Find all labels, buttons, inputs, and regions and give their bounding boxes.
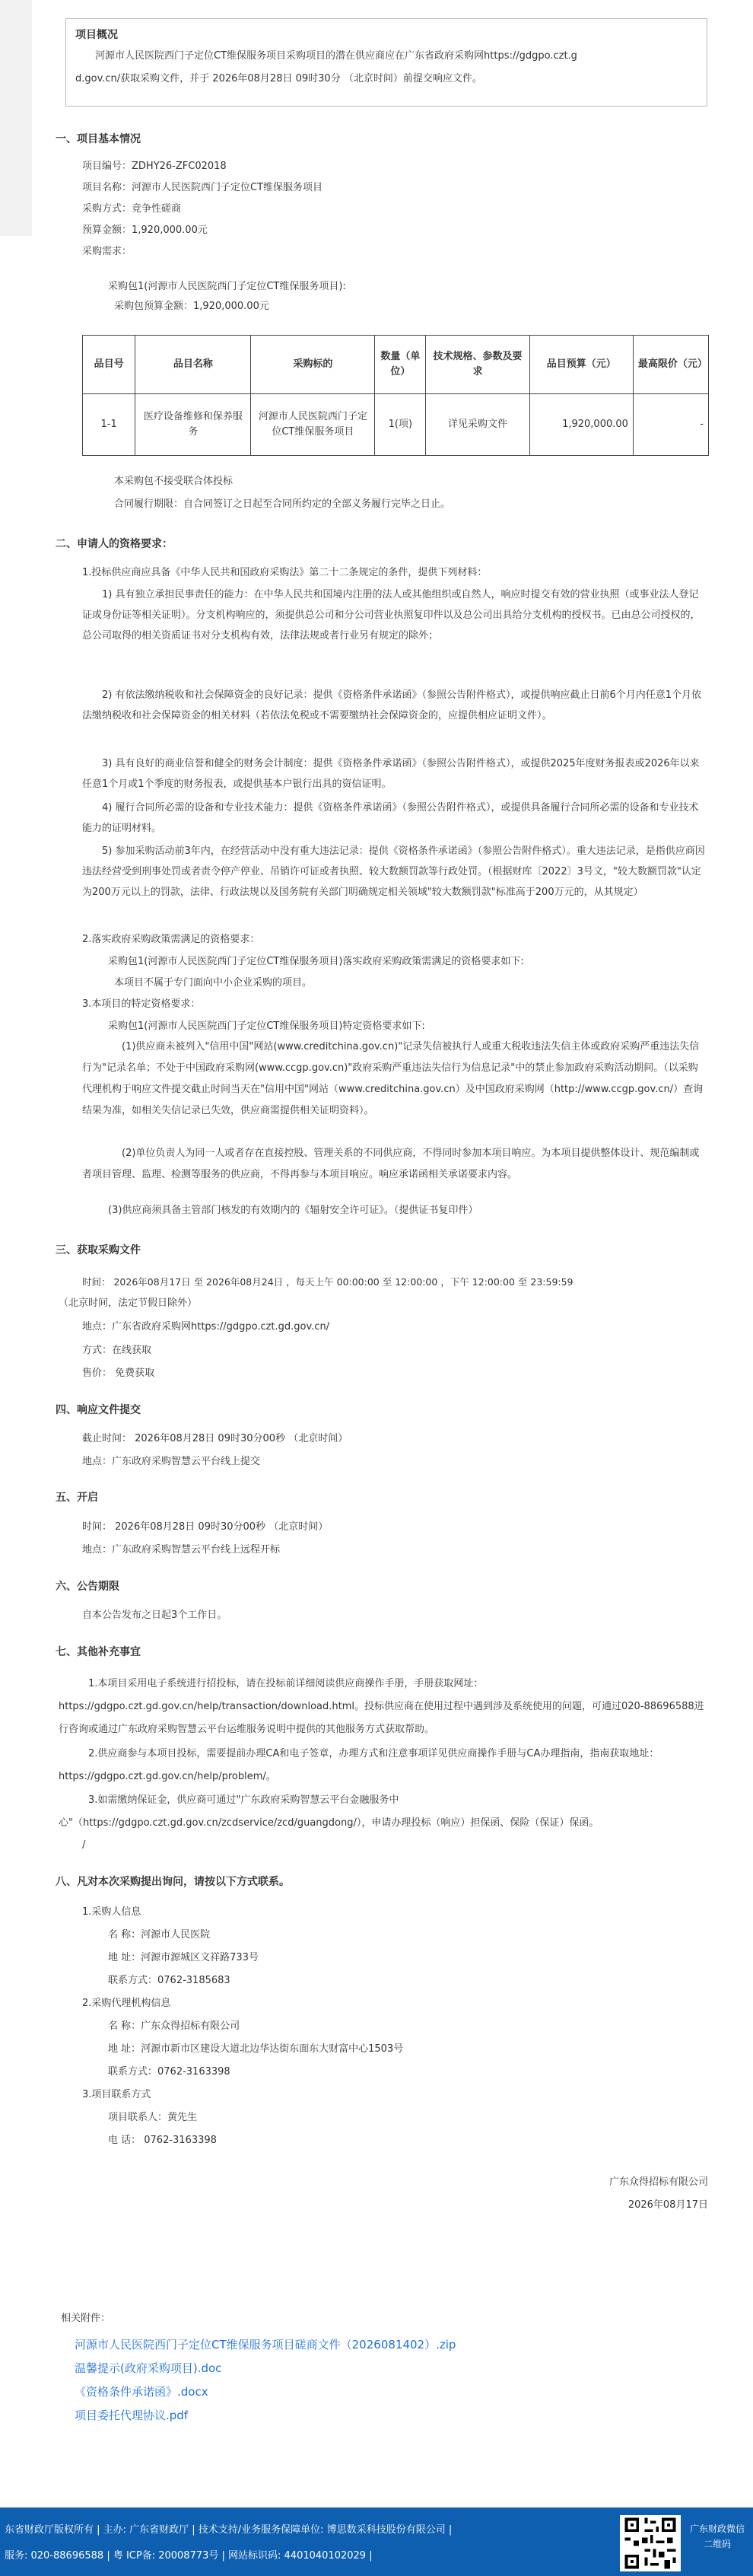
footer-copyright: 东省财政厅版权所有 | 主办: 广东省财政厅 | 技术支持/业务服务保障单位: 博思数采科技股份有限公司 |	[5, 2524, 453, 2536]
no-consortium-note: 本采购包不接受联合体投标	[114, 476, 234, 487]
items-table	[82, 335, 709, 456]
project-number: 项目编号：ZDHY26-ZFC02018	[82, 161, 227, 172]
wechat-qr-code	[620, 2515, 681, 2571]
signature-date: 2026年08月17日	[628, 2199, 708, 2211]
qualification-p1-2: 2) 有依法缴纳税收和社会保障资金的良好记录：提供《资格条件承诺函》（参照公告附件格式），或提供响应截止日前6个月内任意1个月依法缴纳税收和社会保障资金的相关材料（若依法免税或不需要缴纳社会保障资金的，应提供相应证明文件）。	[82, 689, 702, 721]
table-cell: -	[633, 394, 708, 456]
attachment-link[interactable]: 《资格条件承诺函》.docx	[75, 2385, 208, 2399]
section-title-opening: 五、开启	[56, 1492, 98, 1504]
attachment-link[interactable]: 河源市人民医院西门子定位CT维保服务项目磋商文件（2026081402）.zip	[75, 2338, 456, 2352]
table-cell: 河源市人民医院西门子定位CT维保服务项目	[251, 394, 375, 456]
qualification-p3-3: (3)供应商须具备主管部门核发的有效期内的《辐射安全许可证》。（提供证书复印件）	[108, 1205, 478, 1216]
obtain-place: 地点：广东省政府采购网https://gdgpo.czt.gd.gov.cn/	[82, 1321, 330, 1333]
qualification-p3-package: 采购包1(河源市人民医院西门子定位CT维保服务项目)特定资格要求如下:	[108, 1021, 425, 1032]
overview-line2: d.gov.cn/获取采购文件，并于 2026年08月28日 09时30分 （北京时间）前提交响应文件。	[75, 73, 482, 84]
buyer-heading: 1.采购人信息	[82, 1906, 141, 1918]
section-title-contact: 八、凡对本次采购提出询问，请按以下方式联系。	[56, 1876, 290, 1888]
package-budget: 采购包预算金额：1,920,000.00元	[114, 301, 269, 312]
table-row	[83, 394, 709, 456]
attachments-label: 相关附件：	[61, 2313, 111, 2324]
supplementary-p1: 1.本项目采用电子系统进行招投标，请在投标前详细阅读供应商操作手册，手册获取网址：https://gdgpo.czt.gd.gov.cn/help/transaction/download.html。投标供应商在使用过程中遇到涉及系统使用的问题，可通过020-88696588进行咨询或通过广东政府采购智慧云平台运维服务说明中提供的其他服务方式获取帮助。	[59, 1678, 704, 1735]
agent-heading: 2.采购代理机构信息	[82, 1998, 171, 2009]
table-header-cell: 采购标的	[251, 336, 375, 394]
buyer-name: 名 称：河源市人民医院	[108, 1929, 211, 1941]
attachment-link[interactable]: 项目委托代理协议.pdf	[75, 2409, 189, 2422]
supplementary-p3: 3.如需缴纳保证金，供应商可通过"广东政府采购智慧云平台金融服务中心"（https://gdgpo.czt.gd.gov.cn/zcdservice/zcd/guangdong/），申请办理投标（响应）担保函、保险（保证）保函。	[59, 1794, 599, 1829]
opening-place: 地点：广东政府采购智慧云平台线上远程开标	[82, 1544, 281, 1555]
agent-name: 名 称：广东众得招标有限公司	[108, 2020, 240, 2032]
contact-heading: 3.项目联系方式	[82, 2089, 151, 2100]
contact-person: 项目联系人：黄先生	[108, 2112, 198, 2123]
qualification-p3: 3.本项目的特定资格要求：	[82, 998, 201, 1010]
opening-time: 时间： 2026年08月28日 09时30分00秒 （北京时间）	[82, 1521, 329, 1533]
qualification-p1-4: 4) 履行合同所必需的设备和专业技术能力：提供《资格条件承诺函》（参照公告附件格式），或提供具备履行合同所必需的设备和专业技术能力的证明材料。	[82, 802, 699, 834]
qualification-p1-5: 5) 参加采购活动前3年内，在经营活动中没有重大违法记录：提供《资格条件承诺函》（参照公告附件格式）。重大违法记录，是指供应商因违法经营受到刑事处罚或者责令停产停业、吊销许可证或者执照、较大数额罚款等行政处罚。（根据财库〔2022〕3号文，"较大数额罚款"认定为200万元以上的罚款，法律、行政法规以及国务院有关部门明确规定相关领域"较大数额罚款"标准高于200万元的，从其规定）	[82, 845, 705, 898]
obtain-price: 售价： 免费获取	[82, 1368, 155, 1379]
obtain-way: 方式：在线获取	[82, 1345, 152, 1356]
obtain-time-note: （北京时间，法定节假日除外）	[59, 1298, 198, 1309]
table-header-cell: 最高限价（元）	[633, 336, 708, 394]
table-cell: 医疗设备维修和保养服务	[135, 394, 251, 456]
submission-deadline: 截止时间： 2026年08月28日 09时30分00秒 （北京时间）	[82, 1433, 348, 1444]
obtain-time: 时间： 2026年08月17日 至 2026年08月24日 ，每天上午 00:00:00 至 12:00:00 ，下午 12:00:00 至 23:59:59	[82, 1276, 573, 1288]
overview-line1: 河源市人民医院西门子定位CT维保服务项目采购项目的潜在供应商应在广东省政府采购网https://gdgpo.czt.g	[95, 50, 577, 62]
buyer-phone: 联系方式：0762-3185683	[108, 1975, 230, 1986]
agent-phone: 联系方式：0762-3163398	[108, 2066, 230, 2078]
section-title-period: 六、公告期限	[56, 1581, 119, 1593]
table-header-cell: 品目号	[83, 336, 135, 394]
procurement-method: 采购方式：竞争性磋商	[82, 203, 182, 215]
qualification-p3-1: (1)供应商未被列入"信用中国"网站(www.creditchina.gov.cn)"记录失信被执行人或重大税收违法失信主体或政府采购严重违法失信行为"记录名单；不处于中国政府采购网(www.ccgp.gov.cn)"政府采购严重违法失信行为信息记录"中的禁止参加政府采购活动期间。（以采购代理机构于响应文件提交截止时间当天在"信用中国"网站（www.creditchina.gov.cn）及中国政府采购网（http://www.ccgp.gov.cn/）查询结果为准，如相关失信记录已失效，供应商需提供相关证明资料）。	[82, 1041, 704, 1116]
buyer-address: 地 址：河源市源城区文祥路733号	[108, 1952, 259, 1963]
section-title-submission: 四、响应文件提交	[56, 1404, 141, 1416]
table-cell: 1,920,000.00	[529, 394, 633, 456]
table-header-row	[83, 336, 709, 394]
table-header-cell: 品目预算（元）	[529, 336, 633, 394]
qualification-p2-text: 本项目不属于专门面向中小企业采购的项目。	[114, 977, 313, 989]
qr-code-label: 广东财政微信二维码	[689, 2523, 745, 2549]
left-sidebar-strip	[0, 0, 32, 236]
qualification-p3-2: (2)单位负责人为同一人或者存在直接控股、管理关系的不同供应商，不得同时参加本项目响应。为本项目提供整体设计、规范编制或者项目管理、监理、检测等服务的供应商，不得再参与本项目响应。响应承诺函相关承诺要求内容。	[82, 1148, 700, 1180]
contract-period: 合同履行期限：自合同签订之日起至合同所约定的全部义务履行完毕之日止。	[114, 498, 451, 510]
table-header-cell: 数量（单位）	[375, 336, 426, 394]
qualification-p2: 2.落实政府采购政策需满足的资格要求：	[82, 934, 260, 945]
package-title: 采购包1(河源市人民医院西门子定位CT维保服务项目):	[108, 281, 346, 292]
supplementary-p2: 2.供应商参与本项目投标，需要提前办理CA和电子签章，办理方式和注意事项详见供应商操作手册与CA办理指南，指南获取地址：https://gdgpo.czt.gd.gov.cn/help/problem/。	[59, 1748, 659, 1782]
table-cell: 1-1	[83, 394, 135, 456]
table-header-cell: 品目名称	[135, 336, 251, 394]
supplementary-slash: /	[82, 1839, 86, 1851]
agent-address: 地 址：河源市新市区建设大道北边华达街东面东大财富中心1503号	[108, 2043, 404, 2055]
procurement-demand: 采购需求：	[82, 246, 132, 257]
table-cell: 详见采购文件	[426, 394, 529, 456]
project-name: 项目名称：河源市人民医院西门子定位CT维保服务项目	[82, 182, 323, 193]
qualification-p2-package: 采购包1(河源市人民医院西门子定位CT维保服务项目)落实政府采购政策需满足的资格要求如下:	[108, 956, 524, 967]
overview-box	[65, 18, 707, 107]
budget-amount: 预算金额：1,920,000.00元	[82, 224, 208, 236]
site-footer	[0, 2508, 753, 2576]
signature-company: 广东众得招标有限公司	[608, 2176, 708, 2188]
submission-place: 地点：广东政府采购智慧云平台线上提交	[82, 1456, 261, 1467]
section-title-qualification: 二、申请人的资格要求：	[56, 538, 173, 550]
section-title-basic-info: 一、项目基本情况	[56, 133, 141, 145]
footer-contact: 服务: 020-88696588 | 粤 ICP备: 20008773号 | 网站标识码: 4401040102029 |	[5, 2550, 373, 2562]
qualification-p1-1: 1) 具有独立承担民事责任的能力：在中华人民共和国境内注册的法人或其他组织或自然人，响应时提交有效的营业执照（或事业法人登记证或身份证等相关证明）。分支机构响应的，须提供总公司和分公司营业执照复印件以及总公司出具给分支机构的授权书。已由总公司授权的，总公司取得的相关资质证书对分支机构有效，法律法规或者行业另有规定的除外；	[82, 589, 701, 642]
table-cell: 1(项)	[375, 394, 426, 456]
section-title-supplementary: 七、其他补充事宜	[56, 1646, 141, 1658]
contact-phone: 电 话： 0762-3163398	[108, 2135, 217, 2146]
section-title-obtain-docs: 三、获取采购文件	[56, 1244, 141, 1256]
announcement-period: 自本公告发布之日起3个工作日。	[82, 1610, 227, 1621]
table-header-cell: 技术规格、参数及要求	[426, 336, 529, 394]
attachment-link[interactable]: 温馨提示(政府采购项目).doc	[75, 2361, 222, 2375]
qualification-p1: 1.投标供应商应具备《中华人民共和国政府采购法》第二十二条规定的条件，提供下列材料：	[82, 567, 488, 578]
overview-title: 项目概况	[75, 29, 118, 41]
qualification-p1-3: 3) 具有良好的商业信誉和健全的财务会计制度：提供《资格条件承诺函》（参照公告附件格式），或提供2025年度财务报表或2026年以来任意1个月或1个季度的财务报表，或提供基本户银行出具的资信证明。	[82, 758, 700, 790]
